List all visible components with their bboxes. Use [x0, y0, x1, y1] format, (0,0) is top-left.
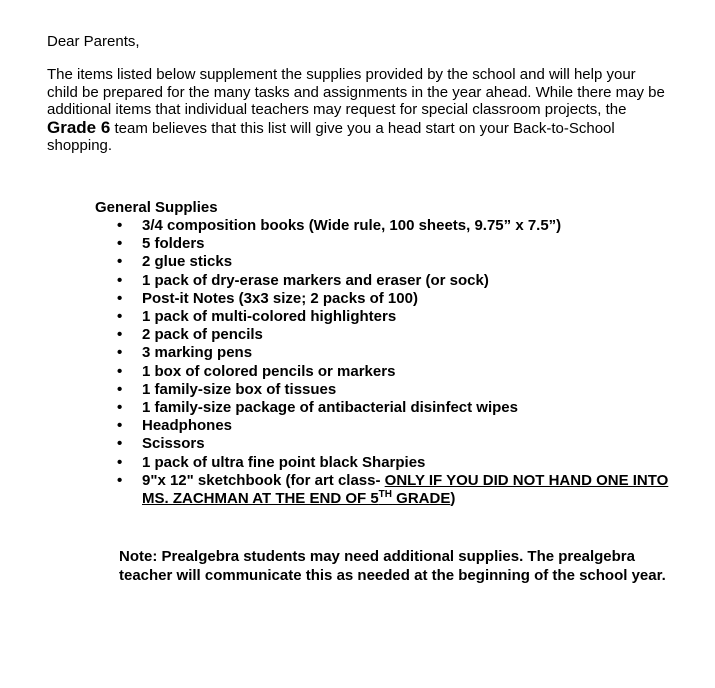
supplies-list: [115, 217, 675, 508]
list-item-text: 2 pack of pencils: [142, 326, 263, 344]
general-supplies-heading: General Supplies: [95, 199, 218, 216]
list-item: [115, 290, 675, 308]
list-item-text: 1 family-size box of tissues: [142, 380, 337, 398]
bullet-icon: •: [117, 399, 123, 417]
intro-paragraph: [47, 66, 667, 155]
list-item: [115, 253, 675, 271]
bullet-icon: •: [117, 453, 123, 471]
list-item: [115, 217, 675, 235]
ordinal-suffix: TH: [378, 489, 393, 501]
bullet-icon: •: [117, 362, 123, 380]
intro-text-start: The items listed below supplement the supplies provided by the school and will help your child be prepared for the many tasks and assignments in the year ahead. While there may be additional items that individual teachers may request for special classroom projects, the: [47, 66, 665, 119]
list-item: [115, 454, 675, 472]
bullet-icon: •: [117, 253, 123, 271]
sketchbook-condition-text: ONLY IF YOU DID NOT HAND ONE INTO MS. ZACHMAN AT THE END OF 5: [142, 471, 669, 508]
list-item-text: Scissors: [142, 435, 205, 453]
grade-label: Grade 6: [47, 117, 111, 137]
list-item: [115, 417, 675, 435]
list-item: [115, 381, 675, 399]
prealgebra-note: Note: Prealgebra students may need additional supplies. The prealgebra teacher will communicate this as needed at the beginning of the school year.: [119, 548, 666, 584]
salutation: Dear Parents,: [47, 33, 140, 50]
list-item-text: Headphones: [142, 417, 233, 435]
list-item-text: 1 pack of dry-erase markers and eraser (or sock): [142, 271, 489, 289]
list-item-text: 3/4 composition books (Wide rule, 100 sheets, 9.75” x 7.5”): [142, 217, 562, 234]
bullet-icon: •: [117, 435, 123, 453]
intro-text-end: team believes that this list will give you a head start on your Back-to-School shopping.: [47, 119, 615, 155]
bullet-icon: •: [117, 471, 123, 489]
list-item: [115, 344, 675, 362]
list-item-sketchbook: [115, 472, 675, 508]
list-item-text: Post-it Notes (3x3 size; 2 packs of 100): [142, 289, 418, 307]
list-item-text: 1 box of colored pencils or markers: [142, 362, 396, 380]
bullet-icon: •: [117, 235, 123, 253]
bullet-icon: •: [117, 289, 123, 307]
list-item-text: 2 glue sticks: [142, 253, 233, 271]
bullet-icon: •: [117, 271, 123, 289]
list-item-text: 5 folders: [142, 235, 205, 253]
bullet-icon: •: [117, 308, 123, 326]
list-item: [115, 272, 675, 290]
list-item: [115, 435, 675, 453]
list-item: [115, 326, 675, 344]
sketchbook-condition-end: GRADE: [392, 490, 451, 508]
list-item-text: 1 pack of multi-colored highlighters: [142, 308, 397, 326]
sketchbook-text: 9"x 12" sketchbook (for art class-: [142, 471, 385, 489]
list-item-text: 3 marking pens: [142, 344, 253, 362]
list-item: [115, 308, 675, 326]
bullet-icon: •: [117, 217, 123, 234]
bullet-icon: •: [117, 417, 123, 435]
sketchbook-close-paren: ): [450, 490, 456, 508]
bullet-icon: •: [117, 326, 123, 344]
list-item: [115, 363, 675, 381]
list-item: [115, 399, 675, 417]
bullet-icon: •: [117, 344, 123, 362]
list-item-text: 1 family-size package of antibacterial disinfect wipes: [142, 399, 518, 417]
list-item: [115, 235, 675, 253]
list-item-text: 1 pack of ultra fine point black Sharpies: [142, 453, 426, 471]
bullet-icon: •: [117, 380, 123, 398]
